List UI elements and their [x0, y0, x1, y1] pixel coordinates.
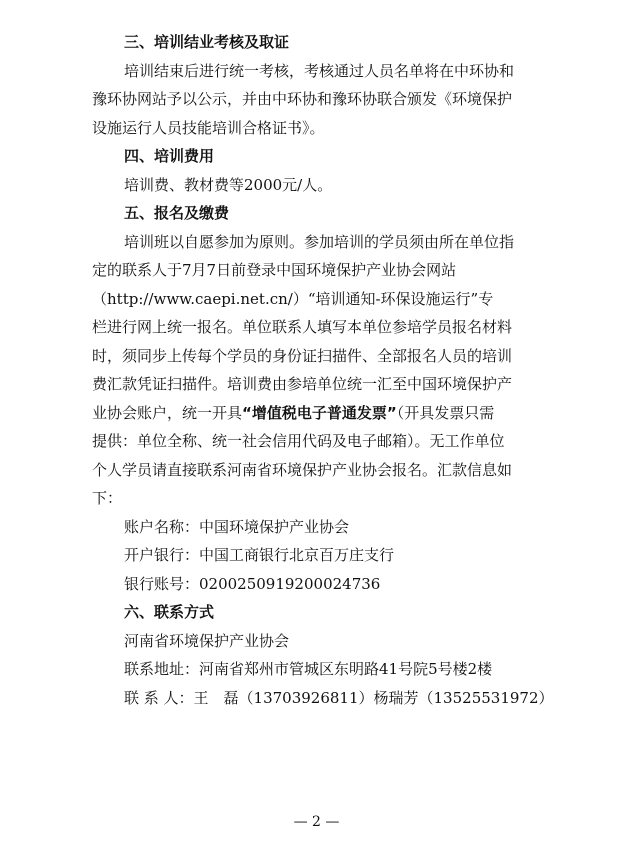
page-number: — 2 — [293, 814, 340, 830]
bank-account-number: 银行账号：0200250919200024736 [124, 574, 381, 593]
section-5-para-line-8: 提供：单位全称、统一社会信用代码及电子邮箱）。无工作单位 [92, 432, 505, 450]
section-5-para-line-2: 定的联系人于7月7日前登录中国环境保护产业协会网站 [92, 261, 457, 279]
section-5-para-line-4: 栏进行网上统一报名。单位联系人填写本单位参培学员报名材料 [92, 318, 513, 336]
contact-address: 联系地址：河南省郑州市管城区东明路41号院5号楼2楼 [124, 660, 493, 678]
section-6-heading: 六、联系方式 [124, 603, 215, 621]
section-4-para-line-1: 培训费、教材费等2000元/人。 [124, 175, 333, 194]
section-5-para-line-1: 培训班以自愿参加为原则。参加培训的学员须由所在单位指 [124, 232, 515, 251]
bank-account-name: 账户名称：中国环境保护产业协会 [124, 517, 350, 536]
section-5-para-line-3: （http://www.caepi.net.cn/）“培训通知-环保设施运行”专 [92, 289, 494, 308]
section-5-para-line-5: 时，须同步上传每个学员的身份证扫描件、全部报名人员的培训 [92, 346, 513, 365]
section-5-para-line-6: 费汇款凭证扫描件。培训费由参培单位统一汇至中国环境保护产 [92, 375, 513, 393]
document-body [92, 28, 554, 712]
bank-branch: 开户银行：中国工商银行北京百万庄支行 [124, 546, 395, 564]
section-3-para-line-2: 豫环协网站予以公示，并由中环协和豫环协联合颁发《环境保护 [92, 90, 513, 108]
contact-persons: 联 系 人：王 磊（13703926811）杨瑞芳（13525531972） [124, 688, 554, 707]
section-5-para-line-10: 下： [92, 489, 123, 507]
section-3-para-line-1 [92, 57, 550, 86]
text: （开具发票只需 [396, 403, 495, 422]
section-5-para-line-9: 个人学员请直接联系河南省环境保护产业协会报名。汇款信息如 [92, 460, 513, 479]
section-4-heading: 四、培训费用 [124, 147, 215, 165]
contact-organization: 河南省环境保护产业协会 [124, 631, 290, 650]
text: 业协会账户，统一开具 [92, 403, 243, 422]
section-3-heading: 三、培训结业考核及取证 [124, 33, 290, 51]
section-3-para-line-3: 设施运行人员技能培训合格证书》。 [92, 118, 325, 137]
section-5-heading: 五、报名及缴费 [124, 204, 230, 222]
section-5-para-line-7 [92, 399, 550, 428]
text: 培训结束后进行统一考核，考核通过人员名单将在中环协和 [124, 61, 515, 80]
invoice-type-bold: “增值税电子普通发票” [242, 403, 397, 422]
